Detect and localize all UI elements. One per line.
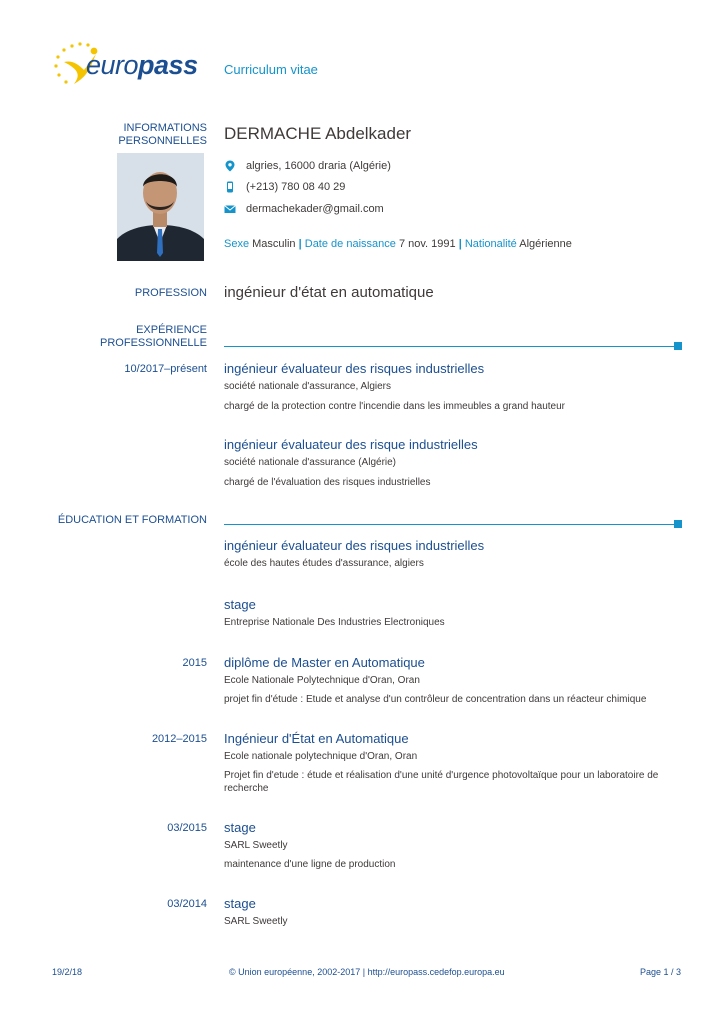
education-title: stage — [224, 820, 256, 835]
footer-copyright-link[interactable]: © Union européenne, 2002-2017 | http://europass.cedefop.europa.eu — [229, 967, 505, 977]
education-organisation: SARL Sweetly — [224, 840, 288, 851]
education-title: ingénieur évaluateur des risques industrielles — [224, 538, 485, 553]
section-divider-marker — [674, 342, 682, 350]
section-label-experience: EXPÉRIENCE PROFESSIONNELLE — [100, 324, 207, 349]
europass-wordmark: europass — [86, 50, 198, 80]
experience-employer: société nationale d'assurance, Algiers — [224, 381, 392, 392]
education-title: Ingénieur d'État en Automatique — [224, 731, 409, 746]
education-description: projet fin d'étude : Etude et analyse d'un contrôleur de concentration dans un réacteur chimique — [224, 694, 647, 705]
education-organisation: SARL Sweetly — [224, 916, 288, 927]
experience-description: chargé de l'évaluation des risques industrielles — [224, 477, 431, 488]
education-title: stage — [224, 597, 256, 612]
education-description: Projet fin d'etude : étude et réalisation d'une unité d'urgence photovoltaïque pour un laboratoire de recherche — [224, 770, 659, 794]
education-organisation: Entreprise Nationale Des Industries Electroniques — [224, 617, 445, 628]
education-organisation: Ecole nationale polytechnique d'Oran, Oran — [224, 751, 418, 762]
email-icon — [224, 203, 236, 215]
section-divider — [224, 524, 674, 525]
education-description: maintenance d'une ligne de production — [224, 859, 396, 870]
personal-details-line: Sexe Masculin | Date de naissance 7 nov. 1991 | Nationalité Algérienne — [224, 238, 572, 250]
footer-page-number: Page 1 / 3 — [639, 967, 681, 977]
document-type: Curriculum vitae — [224, 62, 318, 77]
education-date: 03/2015 — [167, 822, 207, 834]
section-label-profession: PROFESSION — [134, 287, 207, 299]
education-organisation: école des hautes études d'assurance, algiers — [224, 558, 424, 569]
education-organisation: Ecole Nationale Polytechnique d'Oran, Oran — [224, 675, 420, 686]
experience-date: 10/2017–présent — [124, 363, 207, 375]
experience-title: ingénieur évaluateur des risques industrielles — [224, 361, 485, 376]
address: algries, 16000 draria (Algérie) — [246, 160, 391, 172]
experience-description: chargé de la protection contre l'incendie dans les immeubles a grand hauteur — [224, 401, 566, 412]
education-title: stage — [224, 896, 256, 911]
experience-title: ingénieur évaluateur des risque industrielles — [224, 437, 478, 452]
section-divider — [224, 346, 674, 347]
location-pin-icon — [224, 160, 236, 172]
footer-date: 19/2/18 — [52, 967, 83, 977]
phone-number[interactable]: (+213) 780 08 40 29 — [246, 181, 346, 193]
phone-icon — [224, 181, 236, 193]
section-divider-marker — [674, 520, 682, 528]
education-date: 03/2014 — [167, 898, 207, 910]
profession-value: ingénieur d'état en automatique — [224, 284, 434, 301]
section-label-education: ÉDUCATION ET FORMATION — [57, 514, 207, 526]
section-label-personal: INFORMATIONS PERSONNELLES — [118, 122, 207, 147]
person-name: DERMACHE Abdelkader — [224, 124, 412, 143]
email-address[interactable]: dermachekader@gmail.com — [246, 203, 384, 215]
education-title: diplôme de Master en Automatique — [224, 655, 425, 670]
education-date: 2012–2015 — [151, 733, 207, 745]
profile-photo — [117, 153, 204, 261]
experience-employer: société nationale d'assurance (Algérie) — [224, 457, 397, 468]
education-date: 2015 — [182, 657, 207, 669]
